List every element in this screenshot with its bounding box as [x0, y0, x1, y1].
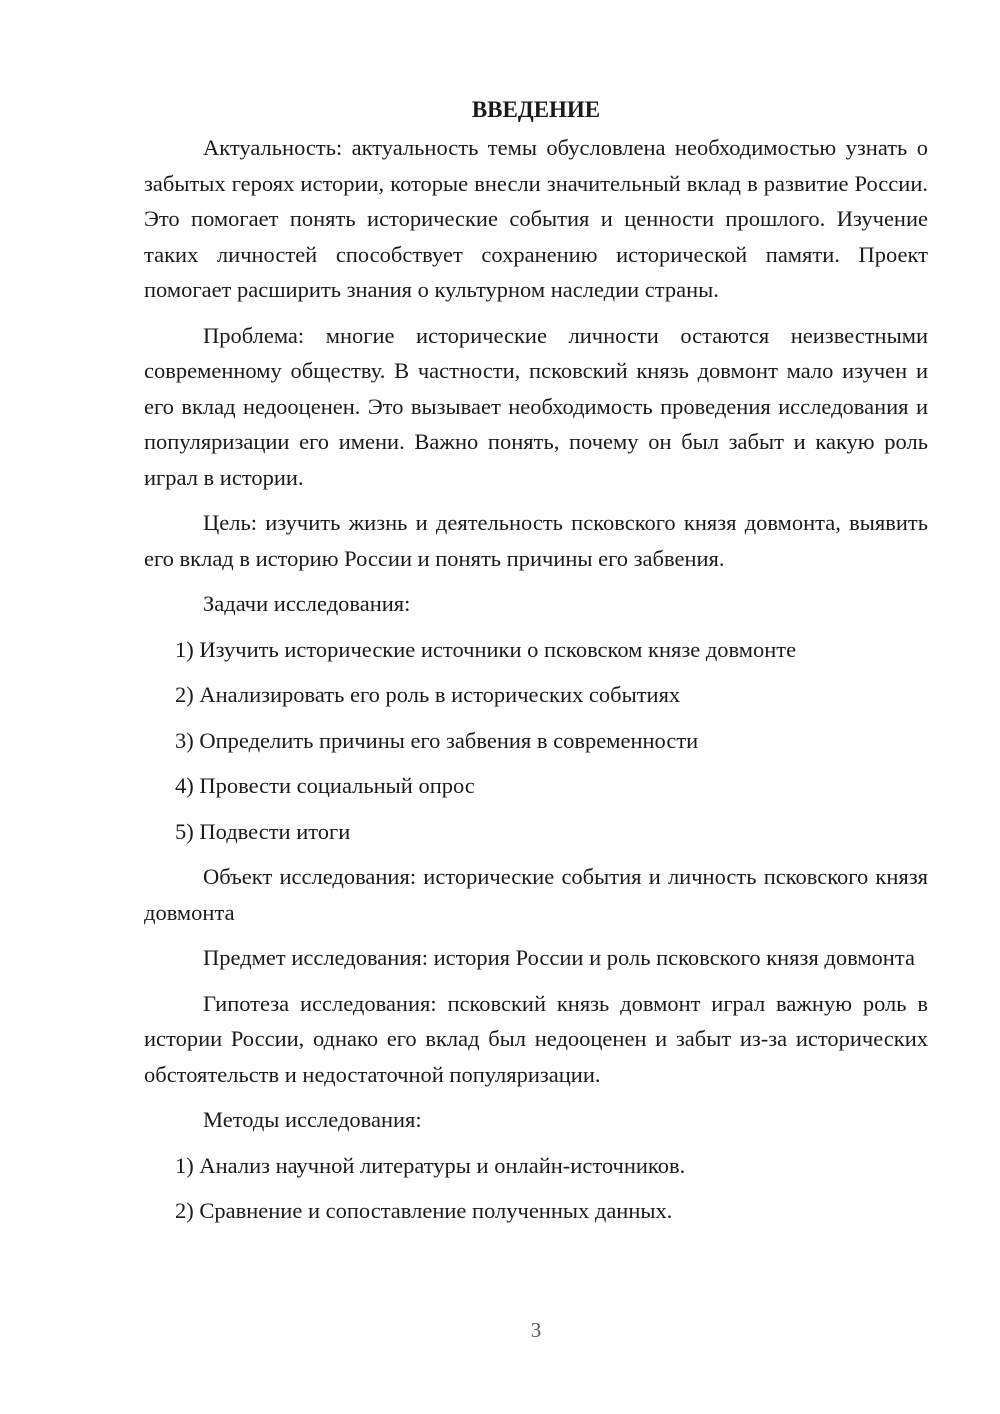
list-item: 3) Определить причины его забвения в современности	[175, 727, 699, 753]
tasks-heading: Задачи исследования:	[203, 591, 411, 616]
problem-paragraph: Проблема: многие исторические личности остаются неизвестными современному обществу. В частности, псковский князь довмонт мало изучен и его вклад недооценен. Это вызывает необходимость проведения исследования и популяризации его имени. Важно понять, почему он был забыт и какую роль играл в истории.	[144, 322, 928, 490]
object-paragraph: Объект исследования: исторические события и личность псковского князя довмонта	[144, 864, 928, 925]
subject-paragraph: Предмет исследования: история России и роль псковского князя довмонта	[203, 945, 915, 970]
page-number: 3	[530, 1318, 542, 1342]
methods-list	[144, 1148, 928, 1229]
section-title: ВВЕДЕНИЕ	[471, 97, 601, 122]
list-item: 5) Подвести итоги	[175, 818, 351, 844]
list-item: 4) Провести социальный опрос	[175, 773, 475, 798]
methods-heading: Методы исследования:	[203, 1107, 422, 1132]
hypothesis-paragraph: Гипотеза исследования: псковский князь довмонт играл важную роль в истории России, однако его вклад был недооценен и забыт из-за исторических обстоятельств и недостаточной популяризации.	[144, 990, 928, 1087]
document-body	[144, 92, 928, 1239]
relevance-paragraph: Актуальность: актуальность темы обусловлена необходимостью узнать о забытых героях истории, которые внесли значительный вклад в развитие России. Это помогает понять исторические события и ценности прошлого. Изучение таких личностей способствует сохранению исторической памяти. Проект помогает расширить знания о культурном наследии страны.	[144, 135, 928, 302]
list-item: 2) Анализировать его роль в исторических событиях	[175, 682, 681, 707]
goal-paragraph: Цель: изучить жизнь и деятельность псковского князя довмонта, выявить его вклад в историю России и понять причины его забвения.	[144, 510, 928, 571]
list-item: 1) Анализ научной литературы и онлайн-источников.	[175, 1152, 686, 1178]
list-item: 2) Сравнение и сопоставление полученных данных.	[175, 1198, 673, 1223]
list-item: 1) Изучить исторические источники о псковском князе довмонте	[175, 636, 797, 662]
tasks-list	[144, 632, 928, 850]
